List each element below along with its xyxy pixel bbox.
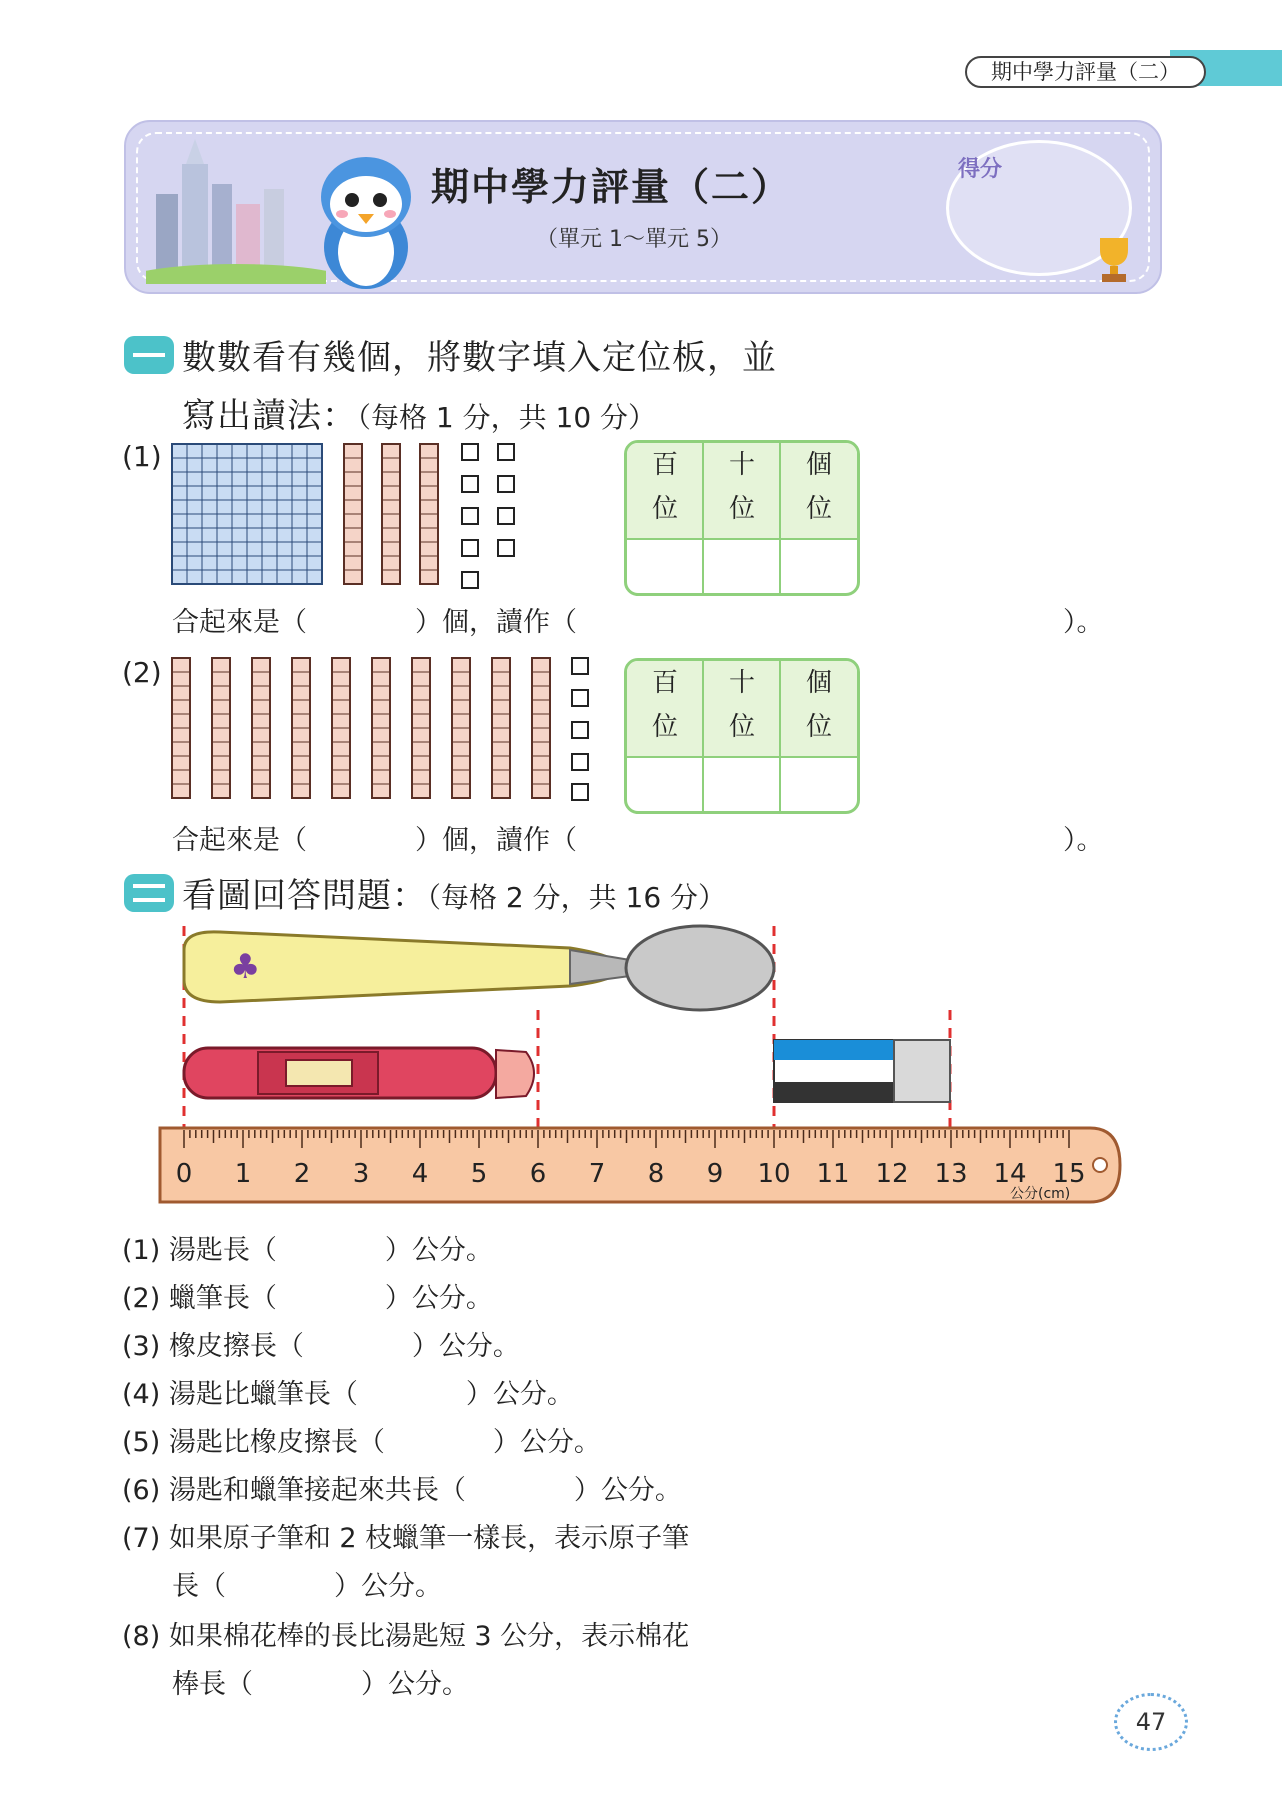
q2-8-row: (8) 如果棉花棒的長比湯匙短 3 公分，表示棉花 — [122, 1621, 690, 1652]
ruler-label: 0 — [175, 1159, 193, 1189]
ruler-label: 6 — [529, 1159, 547, 1189]
q2-answer-line: 合起來是（ ）個，讀作（ ）。 — [172, 825, 1104, 856]
ruler-label: 1 — [234, 1159, 252, 1189]
eraser — [774, 1040, 950, 1102]
ruler-label: 8 — [647, 1159, 665, 1189]
q1-base-ten-blocks — [168, 440, 588, 590]
pv-ones-header: 個 位 — [805, 668, 832, 742]
pv-tens-header: 十 位 — [728, 668, 755, 742]
section-1-badge — [124, 336, 174, 374]
running-title: 期中學力評量（二） — [965, 56, 1206, 88]
q2-place-value-table — [624, 658, 860, 814]
q1-place-value-table — [624, 440, 860, 596]
question-2-label: (2) — [122, 656, 162, 689]
banner-title: 期中學力評量（二） — [431, 165, 792, 209]
section-1-title-line2-row — [182, 388, 656, 437]
ruler-label: 5 — [470, 1159, 488, 1189]
ruler-label: 11 — [816, 1159, 850, 1189]
svg-text:♣: ♣ — [230, 947, 261, 987]
ruler-label: 7 — [588, 1159, 606, 1189]
section-2-title: 看圖回答問題： — [182, 876, 427, 916]
section-1-title-line2: 寫出讀法： — [182, 396, 357, 436]
section-1-title-line1: 數數看有幾個，將數字填入定位板，並 — [182, 338, 777, 378]
ruler-label: 3 — [352, 1159, 370, 1189]
pv-hundreds-header: 百 位 — [651, 668, 678, 742]
section-2-title-row — [182, 868, 726, 917]
ruler-label: 2 — [293, 1159, 311, 1189]
ruler-label: 4 — [411, 1159, 429, 1189]
ruler-label: 13 — [934, 1159, 968, 1189]
q2-3-row: (3) 橡皮擦長（ ）公分。 — [122, 1331, 520, 1362]
page-number: 47 — [1114, 1693, 1188, 1751]
score-label: 得分 — [958, 157, 1003, 182]
question-1-label: (1) — [122, 440, 162, 473]
ruler-label: 12 — [875, 1159, 909, 1189]
measurement-illustration — [150, 920, 1130, 1220]
q2-2-row: (2) 蠟筆長（ ）公分。 — [122, 1283, 493, 1314]
trophy-icon — [1092, 234, 1136, 284]
q2-8-row-cont: 棒長（ ）公分。 — [172, 1669, 469, 1700]
crayon — [184, 1048, 534, 1098]
q2-5-row: (5) 湯匙比橡皮擦長（ ）公分。 — [122, 1427, 601, 1458]
banner-subtitle: （單元 1～單元 5） — [536, 227, 732, 252]
q2-base-ten-blocks — [168, 654, 608, 804]
pv-ones-header: 個 位 — [805, 450, 832, 524]
section-2-score: （每格 2 分，共 16 分） — [427, 881, 727, 914]
pv-hundreds-header: 百 位 — [651, 450, 678, 524]
title-banner — [124, 120, 1162, 294]
q2-7-row: (7) 如果原子筆和 2 枝蠟筆一樣長，表示原子筆 — [122, 1523, 690, 1554]
ruler-unit: 公分(cm) — [1010, 1186, 1071, 1202]
q2-1-row: (1) 湯匙長（ ）公分。 — [122, 1235, 493, 1266]
q1-answer-line: 合起來是（ ）個，讀作（ ）。 — [172, 607, 1104, 638]
ruler-label: 15 — [1052, 1159, 1086, 1189]
section-1-score: （每格 1 分，共 10 分） — [357, 401, 657, 434]
section-2-badge — [124, 874, 174, 912]
city-illustration — [146, 134, 326, 284]
spoon — [184, 926, 774, 1010]
ruler-label: 14 — [993, 1159, 1027, 1189]
pv-tens-header: 十 位 — [728, 450, 755, 524]
q2-4-row: (4) 湯匙比蠟筆長（ ）公分。 — [122, 1379, 574, 1410]
ruler-label: 10 — [757, 1159, 791, 1189]
ruler-label: 9 — [706, 1159, 724, 1189]
q2-6-row: (6) 湯匙和蠟筆接起來共長（ ）公分。 — [122, 1475, 682, 1506]
penguin-mascot-icon — [306, 152, 426, 292]
q2-7-row-cont: 長（ ）公分。 — [172, 1571, 442, 1602]
